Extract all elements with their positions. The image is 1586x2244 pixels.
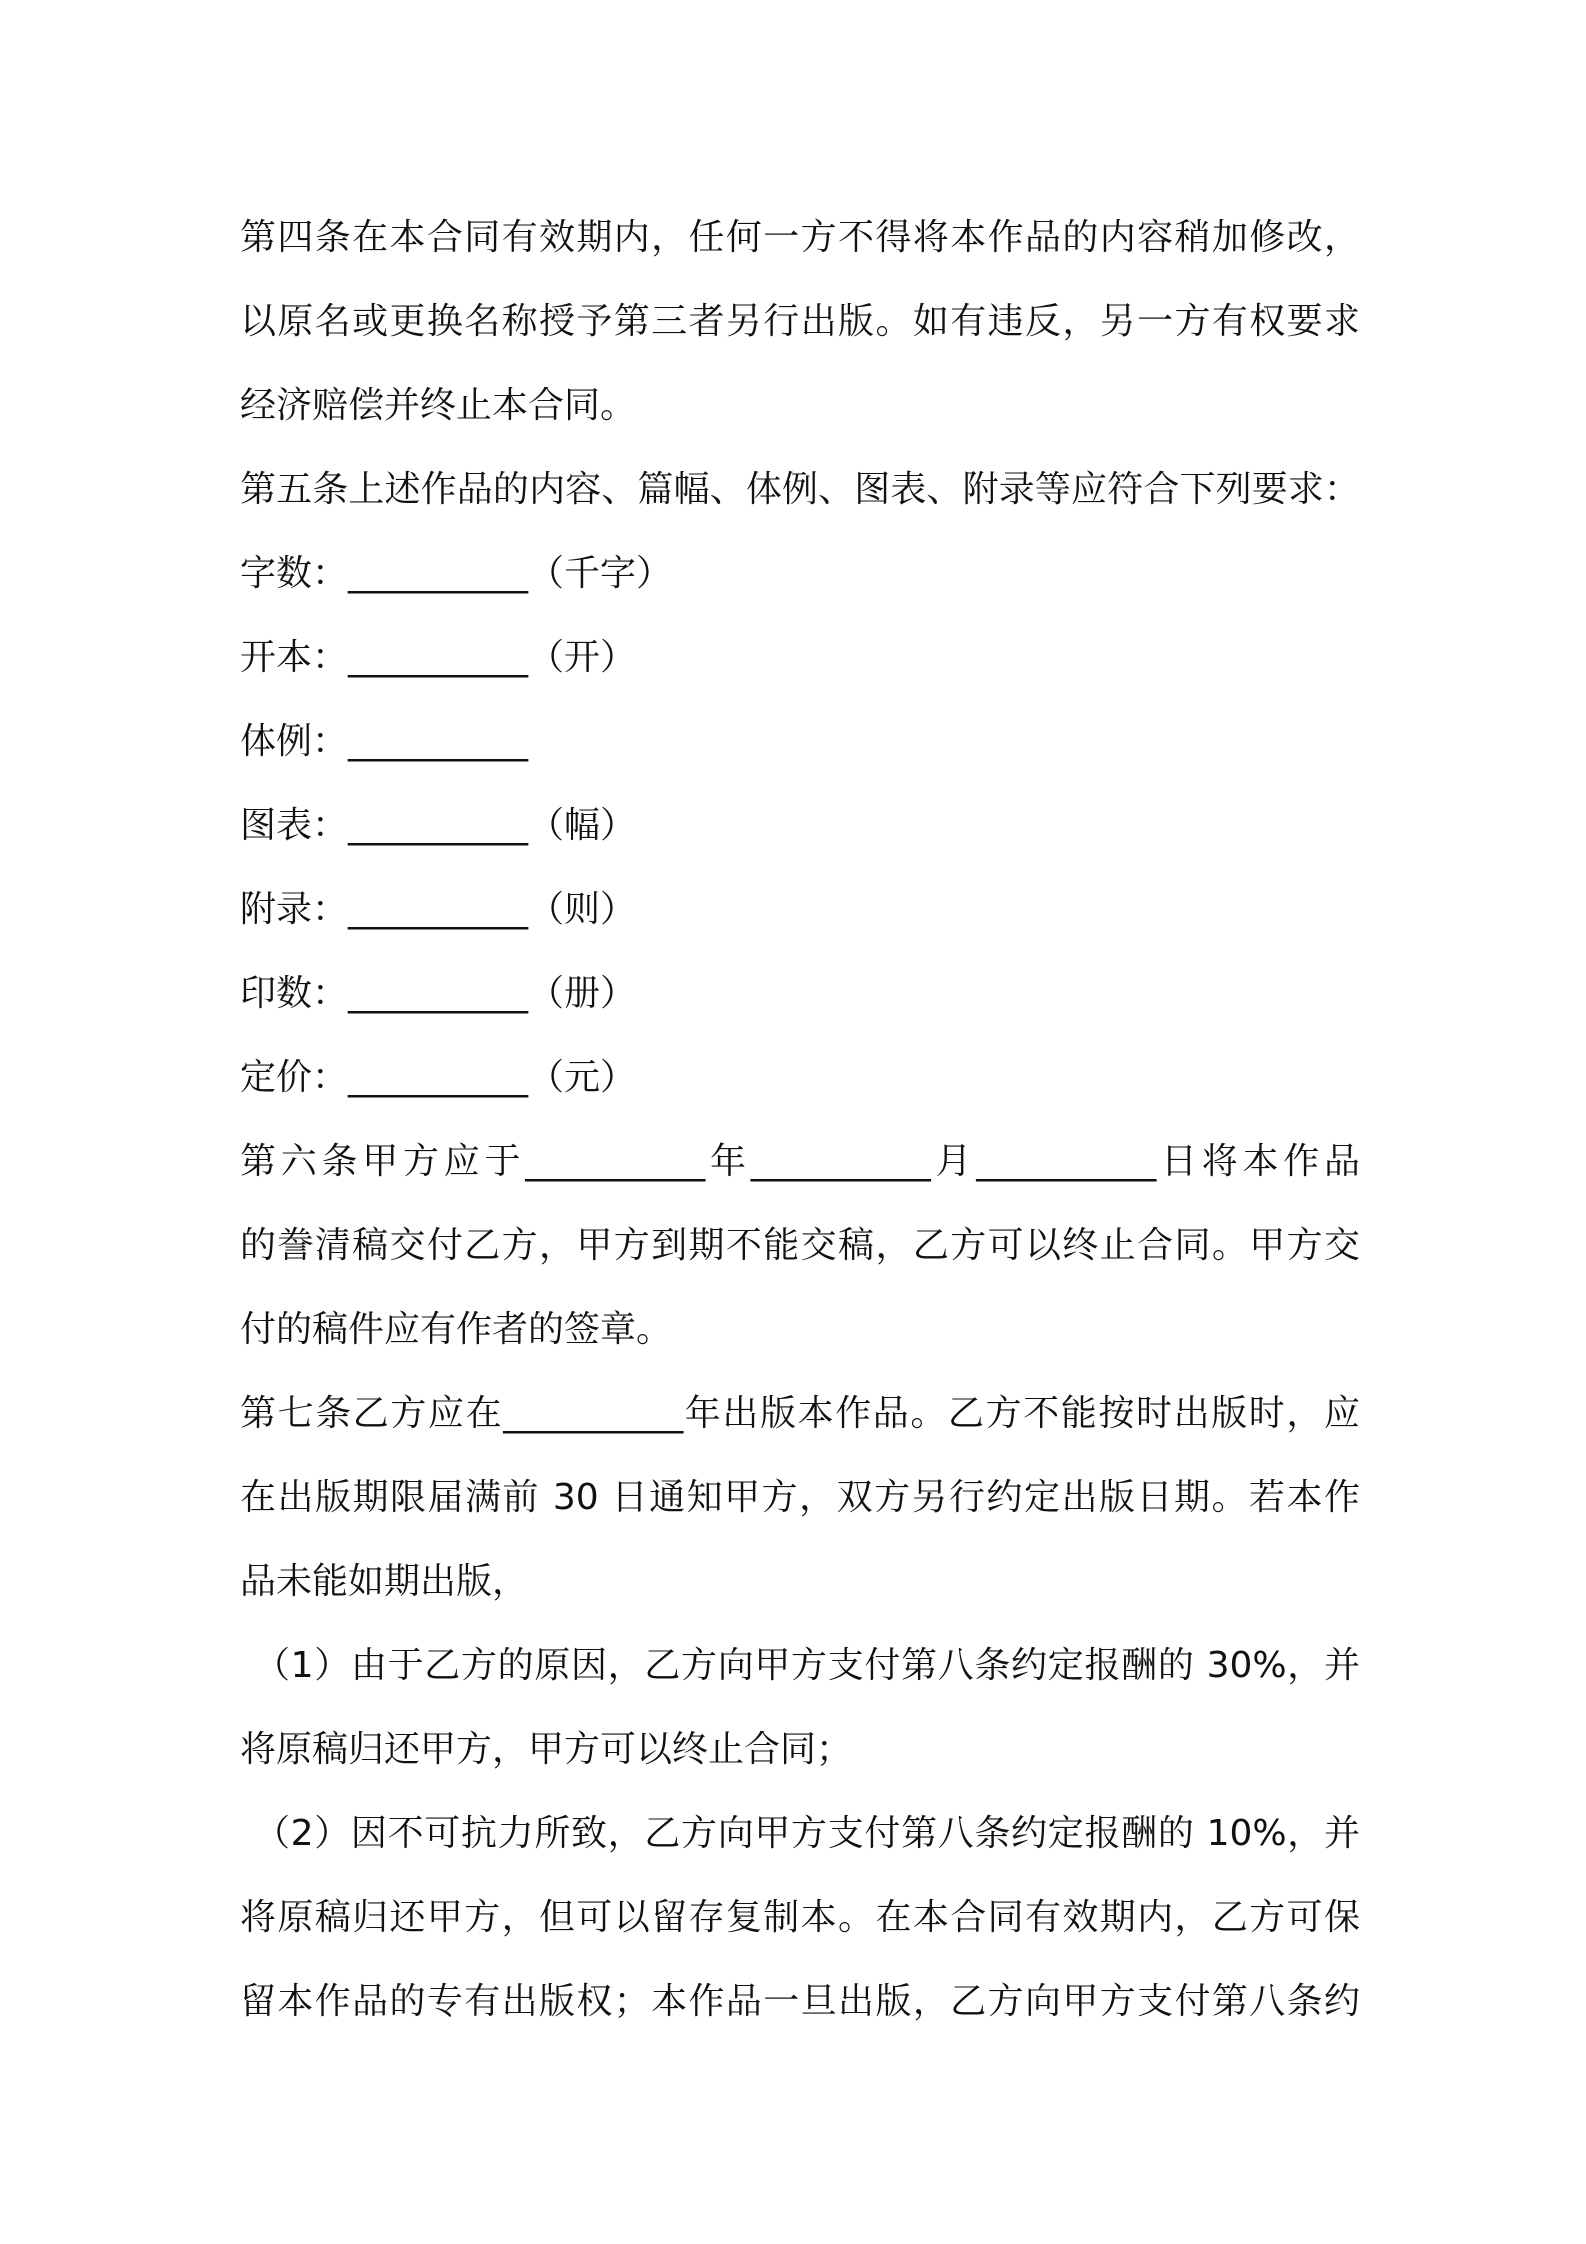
article-6-line-3: 付的稿件应有作者的签章。 — [240, 1309, 673, 1350]
article-7-line-1: 第七条乙方应在__________年出版本作品。乙方不能按时出版时，应 — [240, 1393, 1360, 1434]
requirement-price: 定价：__________（元） — [240, 1057, 637, 1098]
requirement-charts: 图表：__________（幅） — [240, 805, 637, 846]
clause-1-line-1: （1）由于乙方的原因，乙方向甲方支付第八条约定报酬的 30%，并 — [254, 1645, 1360, 1686]
clause-2-line-1: （2）因不可抗力所致，乙方向甲方支付第八条约定报酬的 10%，并 — [254, 1813, 1360, 1854]
requirement-word-count: 字数：__________（千字） — [240, 553, 673, 594]
clause-2-line-2: 将原稿归还甲方，但可以留存复制本。在本合同有效期内，乙方可保 — [240, 1897, 1360, 1938]
article-4-line-2: 以原名或更换名称授予第三者另行出版。如有违反，另一方有权要求 — [240, 301, 1360, 342]
article-5-line-1: 第五条上述作品的内容、篇幅、体例、图表、附录等应符合下列要求： — [240, 469, 1360, 510]
clause-2-line-3: 留本作品的专有出版权；本作品一旦出版，乙方向甲方支付第八条约 — [240, 1981, 1360, 2022]
article-7-line-2: 在出版期限届满前 30 日通知甲方，双方另行约定出版日期。若本作 — [240, 1477, 1360, 1518]
article-6-line-2: 的誊清稿交付乙方，甲方到期不能交稿，乙方可以终止合同。甲方交 — [240, 1225, 1360, 1266]
article-4-line-3: 经济赔偿并终止本合同。 — [240, 385, 637, 426]
requirement-appendix: 附录：__________（则） — [240, 889, 637, 930]
article-4-line-1: 第四条在本合同有效期内，任何一方不得将本作品的内容稍加修改， — [240, 217, 1360, 258]
clause-1-line-2: 将原稿归还甲方，甲方可以终止合同； — [240, 1729, 853, 1770]
article-7-line-3: 品未能如期出版， — [240, 1561, 529, 1602]
contract-text — [240, 196, 1360, 2044]
requirement-print-run: 印数：__________（册） — [240, 973, 637, 1014]
article-6-line-1: 第六条甲方应于__________年__________月__________日将本作品 — [240, 1141, 1360, 1182]
requirement-format: 开本：__________（开） — [240, 637, 637, 678]
requirement-style: 体例：__________ — [240, 721, 529, 762]
